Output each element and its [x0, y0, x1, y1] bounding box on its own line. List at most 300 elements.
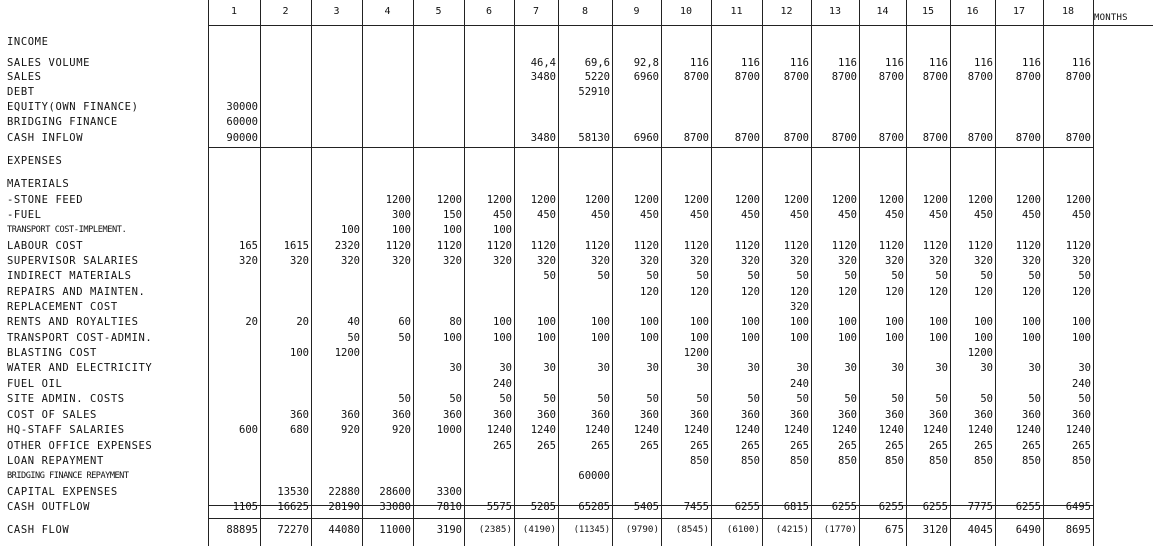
cell-indirect-materials-m14: 50 — [891, 270, 904, 282]
cell-water-electricity-m18: 30 — [1078, 362, 1091, 374]
cell-hq-staff-m18: 1240 — [1065, 424, 1091, 436]
cell-rents-m11: 100 — [741, 316, 760, 328]
cell-supervisor-salaries-m8: 320 — [591, 255, 610, 267]
cell-sales-m11: 8700 — [734, 71, 760, 83]
cell-transport-admin-m14: 100 — [885, 332, 904, 344]
cell-cash-inflow-m18: 8700 — [1065, 132, 1091, 144]
cell-site-admin-m6: 50 — [499, 393, 512, 405]
cell-rents-m17: 100 — [1022, 316, 1041, 328]
cell-cash-inflow-m9: 6960 — [633, 132, 659, 144]
cell-site-admin-m9: 50 — [646, 393, 659, 405]
cell-cash-outflow-m9: 5405 — [633, 501, 659, 513]
cell-cash-flow-m7: (4190) — [522, 524, 556, 535]
cell-fuel-m4: 300 — [392, 209, 411, 221]
cell-supervisor-salaries-m9: 320 — [640, 255, 659, 267]
cell-site-admin-m4: 50 — [398, 393, 411, 405]
cell-water-electricity-m17: 30 — [1028, 362, 1041, 374]
cell-stone-feed-m12: 1200 — [783, 194, 809, 206]
cell-repairs-m11: 120 — [741, 286, 760, 298]
cell-fuel-m15: 450 — [929, 209, 948, 221]
cell-cash-outflow-m4: 33080 — [379, 501, 411, 513]
cell-labour-cost-m3: 2320 — [334, 240, 360, 252]
cell-hq-staff-m4: 920 — [392, 424, 411, 436]
cell-loan-repayment-m10: 850 — [690, 455, 709, 467]
cell-transport-admin-m6: 100 — [493, 332, 512, 344]
column-divider — [260, 0, 261, 546]
cell-replacement-cost-m12: 320 — [790, 301, 809, 313]
cell-repairs-m17: 120 — [1022, 286, 1041, 298]
cell-cash-outflow-m12: 6815 — [783, 501, 809, 513]
row-label-transport-implement: TRANSPORT COST-IMPLEMENT. — [7, 225, 127, 235]
cell-sales-m13: 8700 — [831, 71, 857, 83]
cell-rents-m5: 80 — [449, 316, 462, 328]
cell-cash-flow-m18: 8695 — [1065, 524, 1091, 536]
cell-transport-admin-m16: 100 — [974, 332, 993, 344]
month-header-1: 1 — [230, 6, 238, 17]
cell-hq-staff-m11: 1240 — [734, 424, 760, 436]
cell-fuel-m13: 450 — [838, 209, 857, 221]
cell-cost-of-sales-m3: 360 — [341, 409, 360, 421]
cell-fuel-m10: 450 — [690, 209, 709, 221]
cell-site-admin-m11: 50 — [747, 393, 760, 405]
row-label-rents: RENTS AND ROYALTIES — [7, 316, 139, 328]
row-rule — [1093, 25, 1153, 26]
cell-fuel-m12: 450 — [790, 209, 809, 221]
cell-cash-flow-m3: 44080 — [328, 524, 360, 536]
cell-cash-inflow-m14: 8700 — [878, 132, 904, 144]
cell-repairs-m13: 120 — [838, 286, 857, 298]
cell-transport-admin-m7: 100 — [537, 332, 556, 344]
cell-rents-m6: 100 — [493, 316, 512, 328]
cell-supervisor-salaries-m7: 320 — [537, 255, 556, 267]
cell-other-office-m18: 265 — [1072, 440, 1091, 452]
month-header-15: 15 — [921, 6, 935, 17]
cell-site-admin-m12: 50 — [796, 393, 809, 405]
cell-labour-cost-m11: 1120 — [734, 240, 760, 252]
cell-cost-of-sales-m10: 360 — [690, 409, 709, 421]
month-header-4: 4 — [384, 6, 391, 17]
cell-cash-flow-m1: 88895 — [226, 524, 258, 536]
cell-other-office-m11: 265 — [741, 440, 760, 452]
cell-cash-inflow-m17: 8700 — [1015, 132, 1041, 144]
cell-labour-cost-m1: 165 — [239, 240, 258, 252]
cell-rents-m9: 100 — [640, 316, 659, 328]
cell-supervisor-salaries-m12: 320 — [790, 255, 809, 267]
row-label-expenses: EXPENSES — [7, 155, 63, 167]
cell-transport-implement-m6: 100 — [493, 224, 512, 236]
cell-blasting-cost-m2: 100 — [290, 347, 309, 359]
row-label-labour-cost: LABOUR COST — [7, 240, 84, 252]
cell-stone-feed-m5: 1200 — [436, 194, 462, 206]
cell-cash-outflow-m7: 5285 — [530, 501, 556, 513]
cell-water-electricity-m13: 30 — [844, 362, 857, 374]
month-header-12: 12 — [780, 6, 793, 17]
cell-stone-feed-m6: 1200 — [486, 194, 512, 206]
cell-repairs-m18: 120 — [1072, 286, 1091, 298]
cell-transport-admin-m18: 100 — [1072, 332, 1091, 344]
cell-hq-staff-m2: 680 — [290, 424, 309, 436]
row-label-materials: MATERIALS — [7, 178, 70, 190]
cell-cash-flow-m13: (1770) — [823, 524, 857, 535]
cell-site-admin-m15: 50 — [935, 393, 948, 405]
cell-cash-inflow-m15: 8700 — [922, 132, 948, 144]
cell-indirect-materials-m9: 50 — [646, 270, 659, 282]
row-label-income: INCOME — [7, 36, 49, 48]
cell-site-admin-m18: 50 — [1078, 393, 1091, 405]
cell-cash-flow-m12: (4215) — [775, 524, 809, 535]
cell-transport-admin-m15: 100 — [929, 332, 948, 344]
cell-fuel-oil-m6: 240 — [493, 378, 512, 390]
row-label-water-electricity: WATER AND ELECTRICITY — [7, 362, 153, 374]
cell-sales-volume-m14: 116 — [885, 57, 904, 69]
cell-cost-of-sales-m14: 360 — [885, 409, 904, 421]
row-label-site-admin: SITE ADMIN. COSTS — [7, 393, 125, 405]
cell-site-admin-m7: 50 — [543, 393, 556, 405]
cell-stone-feed-m9: 1200 — [633, 194, 659, 206]
cell-rents-m12: 100 — [790, 316, 809, 328]
cell-cost-of-sales-m16: 360 — [974, 409, 993, 421]
column-divider — [1093, 0, 1094, 546]
months-label: MONTHS — [1094, 13, 1128, 23]
cell-supervisor-salaries-m2: 320 — [290, 255, 309, 267]
cell-cost-of-sales-m6: 360 — [493, 409, 512, 421]
cell-supervisor-salaries-m6: 320 — [493, 255, 512, 267]
cell-capital-expenses-m2: 13530 — [277, 486, 309, 498]
month-header-16: 16 — [966, 6, 979, 17]
cell-labour-cost-m9: 1120 — [633, 240, 659, 252]
cell-cash-flow-m11: (6100) — [726, 524, 760, 535]
cell-repairs-m16: 120 — [974, 286, 993, 298]
cell-labour-cost-m12: 1120 — [783, 240, 809, 252]
cell-indirect-materials-m10: 50 — [696, 270, 709, 282]
cell-loan-repayment-m13: 850 — [838, 455, 857, 467]
month-header-6: 6 — [485, 6, 493, 17]
cell-hq-staff-m15: 1240 — [922, 424, 948, 436]
cell-water-electricity-m10: 30 — [696, 362, 709, 374]
cell-sales-m12: 8700 — [783, 71, 809, 83]
cell-sales-m16: 8700 — [967, 71, 993, 83]
cell-cash-outflow-m16: 7775 — [967, 501, 993, 513]
cell-sales-volume-m10: 116 — [690, 57, 709, 69]
cell-cash-flow-m15: 3120 — [922, 524, 948, 536]
cell-sales-m9: 6960 — [633, 71, 659, 83]
cell-loan-repayment-m18: 850 — [1072, 455, 1091, 467]
cell-cost-of-sales-m2: 360 — [290, 409, 309, 421]
cell-site-admin-m16: 50 — [980, 393, 993, 405]
cell-cost-of-sales-m13: 360 — [838, 409, 857, 421]
cell-cash-inflow-m11: 8700 — [734, 132, 760, 144]
cell-capital-expenses-m4: 28600 — [379, 486, 411, 498]
cell-transport-admin-m4: 50 — [398, 332, 411, 344]
cell-rents-m8: 100 — [591, 316, 610, 328]
cell-fuel-m16: 450 — [974, 209, 993, 221]
cell-transport-implement-m4: 100 — [392, 224, 411, 236]
cell-hq-staff-m3: 920 — [341, 424, 360, 436]
cell-sales-volume-m16: 116 — [974, 57, 993, 69]
cell-transport-admin-m10: 100 — [690, 332, 709, 344]
cell-fuel-m11: 450 — [741, 209, 760, 221]
cell-indirect-materials-m7: 50 — [543, 270, 556, 282]
cell-hq-staff-m13: 1240 — [831, 424, 857, 436]
cell-cash-outflow-m17: 6255 — [1015, 501, 1041, 513]
cell-cash-outflow-m18: 6495 — [1065, 501, 1091, 513]
cell-hq-staff-m5: 1000 — [436, 424, 462, 436]
cell-hq-staff-m12: 1240 — [783, 424, 809, 436]
column-divider — [362, 0, 363, 546]
cell-fuel-oil-m18: 240 — [1072, 378, 1091, 390]
cell-rents-m1: 20 — [245, 316, 258, 328]
cell-indirect-materials-m17: 50 — [1028, 270, 1041, 282]
cell-labour-cost-m6: 1120 — [486, 240, 512, 252]
cell-hq-staff-m6: 1240 — [486, 424, 512, 436]
cell-sales-volume-m15: 116 — [929, 57, 948, 69]
cell-cost-of-sales-m4: 360 — [392, 409, 411, 421]
cell-supervisor-salaries-m18: 320 — [1072, 255, 1091, 267]
cell-transport-implement-m3: 100 — [341, 224, 360, 236]
cell-cost-of-sales-m18: 360 — [1072, 409, 1091, 421]
cell-indirect-materials-m8: 50 — [597, 270, 610, 282]
cell-rents-m18: 100 — [1072, 316, 1091, 328]
cell-site-admin-m13: 50 — [844, 393, 857, 405]
cell-water-electricity-m7: 30 — [543, 362, 556, 374]
cell-repairs-m15: 120 — [929, 286, 948, 298]
row-label-equity: EQUITY(OWN FINANCE) — [7, 101, 139, 113]
cell-cash-inflow-m1: 90000 — [226, 132, 258, 144]
cell-capital-expenses-m5: 3300 — [436, 486, 462, 498]
row-label-hq-staff: HQ-STAFF SALARIES — [7, 424, 125, 436]
cell-fuel-oil-m12: 240 — [790, 378, 809, 390]
cell-cost-of-sales-m7: 360 — [537, 409, 556, 421]
cell-rents-m7: 100 — [537, 316, 556, 328]
cell-indirect-materials-m12: 50 — [796, 270, 809, 282]
cell-cash-flow-m2: 72270 — [277, 524, 309, 536]
month-header-9: 9 — [633, 6, 640, 17]
cell-site-admin-m8: 50 — [597, 393, 610, 405]
cell-other-office-m6: 265 — [493, 440, 512, 452]
cell-transport-implement-m5: 100 — [443, 224, 462, 236]
cell-supervisor-salaries-m15: 320 — [929, 255, 948, 267]
cell-cash-inflow-m10: 8700 — [683, 132, 709, 144]
cell-supervisor-salaries-m1: 320 — [239, 255, 258, 267]
cell-blasting-cost-m3: 1200 — [334, 347, 360, 359]
cell-cost-of-sales-m15: 360 — [929, 409, 948, 421]
row-label-indirect-materials: INDIRECT MATERIALS — [7, 270, 132, 282]
row-label-sales: SALES — [7, 71, 42, 83]
row-label-debt: DEBT — [7, 86, 35, 98]
cell-labour-cost-m8: 1120 — [584, 240, 610, 252]
cell-indirect-materials-m13: 50 — [844, 270, 857, 282]
row-rule — [208, 147, 1093, 148]
cell-sales-volume-m12: 116 — [790, 57, 809, 69]
cell-sales-volume-m11: 116 — [741, 57, 760, 69]
cell-cash-outflow-m6: 5575 — [486, 501, 512, 513]
cell-debt-m8: 52910 — [578, 86, 610, 98]
cell-transport-admin-m11: 100 — [741, 332, 760, 344]
cell-water-electricity-m6: 30 — [499, 362, 512, 374]
cell-labour-cost-m14: 1120 — [878, 240, 904, 252]
cell-cash-flow-m16: 4045 — [967, 524, 993, 536]
cell-indirect-materials-m16: 50 — [980, 270, 993, 282]
cell-stone-feed-m7: 1200 — [530, 194, 556, 206]
month-header-8: 8 — [581, 6, 589, 17]
cell-sales-m17: 8700 — [1015, 71, 1041, 83]
month-header-10: 10 — [679, 6, 693, 17]
cell-water-electricity-m16: 30 — [980, 362, 993, 374]
cell-other-office-m7: 265 — [537, 440, 556, 452]
cell-blasting-cost-m10: 1200 — [683, 347, 709, 359]
row-label-bridging-finance: BRIDGING FINANCE — [7, 116, 118, 128]
cell-site-admin-m17: 50 — [1028, 393, 1041, 405]
cell-sales-m18: 8700 — [1065, 71, 1091, 83]
cell-labour-cost-m10: 1120 — [683, 240, 709, 252]
cell-cash-outflow-m11: 6255 — [734, 501, 760, 513]
cell-transport-admin-m5: 100 — [443, 332, 462, 344]
column-divider — [311, 0, 312, 546]
cell-cash-inflow-m16: 8700 — [967, 132, 993, 144]
month-header-14: 14 — [876, 6, 889, 17]
cell-stone-feed-m13: 1200 — [831, 194, 857, 206]
row-label-capital-expenses: CAPITAL EXPENSES — [7, 486, 118, 498]
month-header-3: 3 — [333, 6, 340, 17]
cell-sales-volume-m17: 116 — [1022, 57, 1041, 69]
cell-supervisor-salaries-m17: 320 — [1022, 255, 1041, 267]
cell-cash-flow-m6: (2385) — [478, 524, 512, 535]
cell-supervisor-salaries-m3: 320 — [341, 255, 360, 267]
row-label-sales-volume: SALES VOLUME — [7, 57, 91, 69]
cell-cash-flow-m14: 675 — [885, 524, 904, 536]
cell-other-office-m12: 265 — [790, 440, 809, 452]
cell-rents-m13: 100 — [838, 316, 857, 328]
row-label-stone-feed: -STONE FEED — [7, 194, 84, 206]
cell-repairs-m9: 120 — [640, 286, 659, 298]
month-header-7: 7 — [532, 6, 540, 17]
cell-loan-repayment-m17: 850 — [1022, 455, 1041, 467]
cell-loan-repayment-m11: 850 — [741, 455, 760, 467]
cell-supervisor-salaries-m16: 320 — [974, 255, 993, 267]
row-label-cash-inflow: CASH INFLOW — [7, 132, 84, 144]
month-header-13: 13 — [828, 6, 842, 17]
row-label-other-office: OTHER OFFICE EXPENSES — [7, 440, 153, 452]
cell-blasting-cost-m16: 1200 — [967, 347, 993, 359]
cell-labour-cost-m7: 1120 — [530, 240, 556, 252]
cell-labour-cost-m13: 1120 — [831, 240, 857, 252]
cell-stone-feed-m10: 1200 — [683, 194, 709, 206]
cell-fuel-m5: 150 — [443, 209, 462, 221]
cell-fuel-m7: 450 — [537, 209, 556, 221]
cell-hq-staff-m16: 1240 — [967, 424, 993, 436]
cell-sales-volume-m7: 46,4 — [530, 57, 556, 69]
cell-hq-staff-m1: 600 — [239, 424, 258, 436]
cell-sales-m7: 3480 — [530, 71, 556, 83]
cell-fuel-m8: 450 — [591, 209, 610, 221]
cell-indirect-materials-m11: 50 — [747, 270, 760, 282]
cell-bridging-finance-m1: 60000 — [226, 116, 258, 128]
cell-other-office-m8: 265 — [591, 440, 610, 452]
row-label-repairs: REPAIRS AND MAINTEN. — [7, 286, 146, 298]
cell-site-admin-m14: 50 — [891, 393, 904, 405]
cell-loan-repayment-m14: 850 — [885, 455, 904, 467]
cell-other-office-m16: 265 — [974, 440, 993, 452]
cell-rents-m3: 40 — [347, 316, 360, 328]
cell-supervisor-salaries-m5: 320 — [443, 255, 462, 267]
row-rule — [208, 518, 1093, 519]
cell-stone-feed-m16: 1200 — [967, 194, 993, 206]
row-label-blasting-cost: BLASTING COST — [7, 347, 97, 359]
cell-site-admin-m10: 50 — [696, 393, 709, 405]
cell-water-electricity-m12: 30 — [796, 362, 809, 374]
cell-sales-m15: 8700 — [922, 71, 948, 83]
row-label-fuel: -FUEL — [7, 209, 42, 221]
cell-cash-inflow-m8: 58130 — [578, 132, 610, 144]
cell-other-office-m17: 265 — [1022, 440, 1041, 452]
cell-stone-feed-m8: 1200 — [584, 194, 610, 206]
cell-cash-inflow-m12: 8700 — [783, 132, 809, 144]
cell-rents-m4: 60 — [398, 316, 411, 328]
row-label-cash-outflow: CASH OUTFLOW — [7, 501, 91, 513]
cell-bridging-repayment-m8: 60000 — [578, 470, 610, 482]
cell-cash-outflow-m2: 16625 — [277, 501, 309, 513]
cell-cash-outflow-m3: 28190 — [328, 501, 360, 513]
cell-supervisor-salaries-m4: 320 — [392, 255, 411, 267]
cell-sales-volume-m13: 116 — [838, 57, 857, 69]
cell-fuel-m14: 450 — [885, 209, 904, 221]
cell-stone-feed-m15: 1200 — [922, 194, 948, 206]
row-label-loan-repayment: LOAN REPAYMENT — [7, 455, 104, 467]
cell-loan-repayment-m12: 850 — [790, 455, 809, 467]
cell-transport-admin-m13: 100 — [838, 332, 857, 344]
cell-site-admin-m5: 50 — [449, 393, 462, 405]
cell-transport-admin-m9: 100 — [640, 332, 659, 344]
cell-indirect-materials-m15: 50 — [935, 270, 948, 282]
cell-stone-feed-m18: 1200 — [1065, 194, 1091, 206]
cell-cash-outflow-m15: 6255 — [922, 501, 948, 513]
cell-transport-admin-m3: 50 — [347, 332, 360, 344]
cell-hq-staff-m17: 1240 — [1015, 424, 1041, 436]
cell-rents-m10: 100 — [690, 316, 709, 328]
cell-cash-flow-m17: 6490 — [1015, 524, 1041, 536]
cell-capital-expenses-m3: 22880 — [328, 486, 360, 498]
cell-cost-of-sales-m12: 360 — [790, 409, 809, 421]
cell-cost-of-sales-m17: 360 — [1022, 409, 1041, 421]
cell-sales-volume-m18: 116 — [1072, 57, 1091, 69]
column-divider — [208, 0, 209, 546]
cell-other-office-m15: 265 — [929, 440, 948, 452]
cell-supervisor-salaries-m10: 320 — [690, 255, 709, 267]
cell-repairs-m14: 120 — [885, 286, 904, 298]
cell-stone-feed-m14: 1200 — [878, 194, 904, 206]
row-label-replacement-cost: REPLACEMENT COST — [7, 301, 118, 313]
cell-labour-cost-m16: 1120 — [967, 240, 993, 252]
cell-sales-m14: 8700 — [878, 71, 904, 83]
cell-hq-staff-m10: 1240 — [683, 424, 709, 436]
cell-water-electricity-m14: 30 — [891, 362, 904, 374]
row-label-cost-of-sales: COST OF SALES — [7, 409, 97, 421]
cell-water-electricity-m8: 30 — [597, 362, 610, 374]
row-rule — [208, 25, 1093, 26]
cell-cost-of-sales-m11: 360 — [741, 409, 760, 421]
cell-cash-inflow-m7: 3480 — [530, 132, 556, 144]
cell-other-office-m10: 265 — [690, 440, 709, 452]
cell-labour-cost-m4: 1120 — [385, 240, 411, 252]
cell-labour-cost-m18: 1120 — [1065, 240, 1091, 252]
cell-cash-flow-m8: (11345) — [573, 525, 610, 535]
cell-fuel-m6: 450 — [493, 209, 512, 221]
month-header-2: 2 — [282, 6, 289, 17]
cell-repairs-m10: 120 — [690, 286, 709, 298]
cell-water-electricity-m5: 30 — [449, 362, 462, 374]
cell-cost-of-sales-m8: 360 — [591, 409, 610, 421]
column-divider — [413, 0, 414, 546]
